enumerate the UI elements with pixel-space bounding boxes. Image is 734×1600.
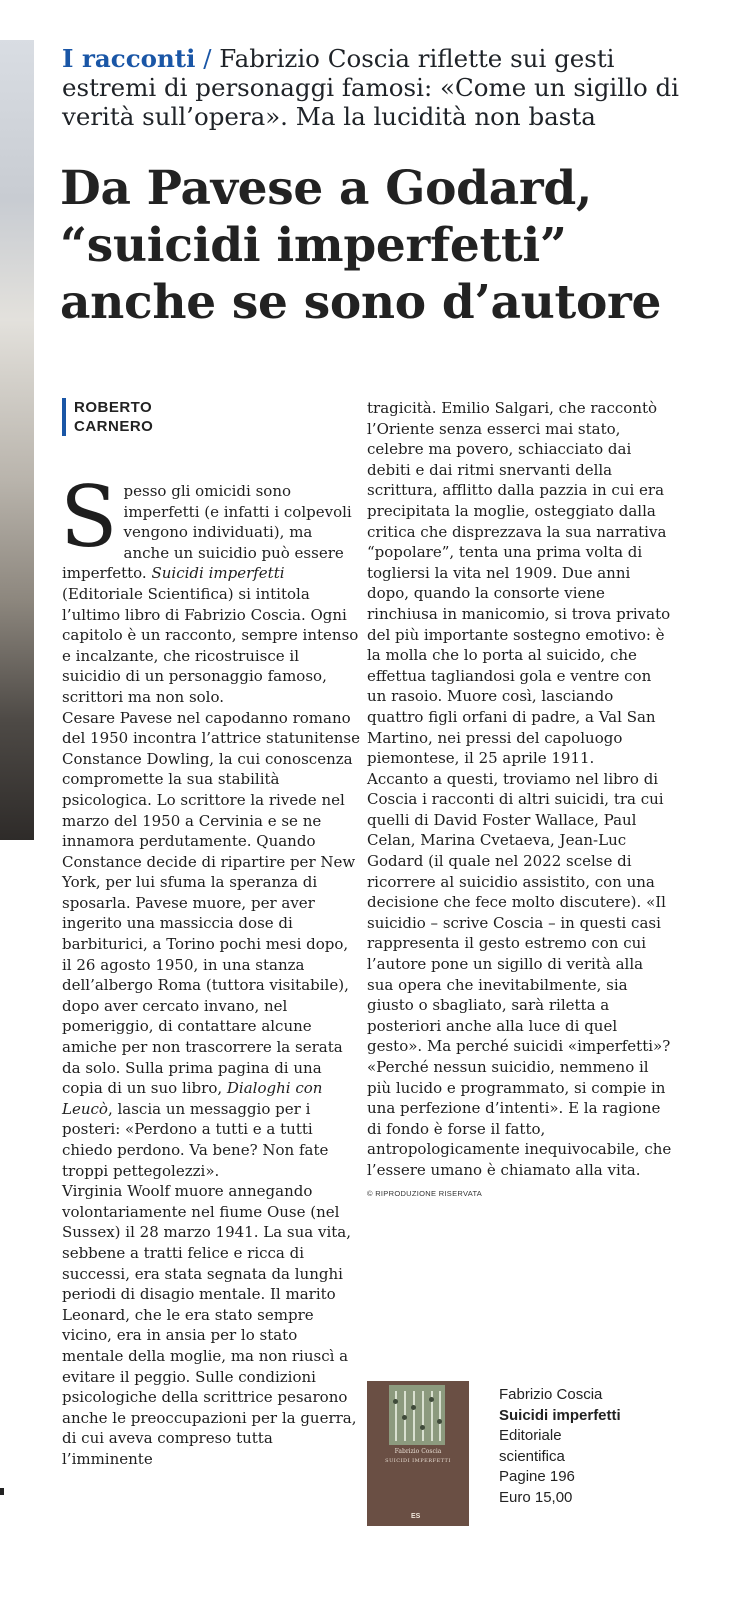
section-tag: I racconti	[62, 44, 196, 73]
publisher-logo: ES	[411, 1513, 421, 1520]
drop-cap: S	[60, 468, 118, 566]
headline	[60, 160, 720, 331]
headline-line-1: Da Pavese a Godard,	[60, 161, 592, 216]
paragraph-salgari: tragicità. Emilio Salgari, che raccontò l’Oriente senza esserci mai stato, celebre ma povero, schiacciato dai debiti e dai ritmi snervanti della scrittura, afflitto dalla pazzia in cui era precipitata la moglie, osteggiato dalla critica che disprezzava la sua narrativa “popolare”, tenta una prima volta di togliersi la vita nel 1909. Due anni dopo, quando la consorte viene rinchiusa in manicomio, si trova privato del più importante sostegno emotivo: è la molla che lo porta al suicido, che effettua tagliandosi gola e ventre con un rasoio. Muore così, lasciando quattro figli orfani di padre, a Val San Martino, nei pressi del capoluogo piemontese, il 25 aprile 1911.	[367, 399, 671, 768]
section-slash: /	[203, 44, 212, 73]
paragraph-conclusion: Accanto a questi, troviamo nel libro di Coscia i racconti di altri suicidi, tra cui quelli di David Foster Wallace, Paul Celan, Marina Cvetaeva, Jean-Luc Godard (il quale nel 2022 scelse di ricorrere al suicidio assistito, con una decisione che fece molto discutere). «Il suicidio – scrive Coscia – in questi casi rappresenta il gesto estremo con cui l’autore pone un sigillo di verità alla sua opera che inevitabilmente, sia giusto o sbagliato, sarà riletta a posteriori anche alla luce di quel gesto». Ma perché suicidi «imperfetti»? «Perché nessun suicidio, nemmeno il più lucido e programmato, si compie in una perfezione d’intenti». E la ragione di fondo è forse il fatto, antropologicamente inequivocabile, che l’essere umano è chiamato alla vita.	[367, 769, 672, 1179]
paragraph-intro-text-2: (Editoriale Scientifica) si intitola l’ultimo libro di Fabrizio Coscia. Ogni capitolo è un racconto, sempre intenso e incalzante, che ricostruisce il suicidio di un personaggio famoso, scrittori ma non solo.	[62, 584, 359, 706]
paragraph-pavese-text: Cesare Pavese nel capodanno romano del 1950 incontra l’attrice statunitense Constance Dowling, la cui conoscenza compromette la sua stabilità psicologica. Lo scrittore la rivede nel marzo del 1950 a Cervinia e se ne innamora perdutamente. Quando Constance decide di ripartire per New York, per lui sfuma la speranza di sposarla. Pavese muore, per aver ingerito una massiccia dose di barbiturici, a Torino pochi mesi dopo, il 26 agosto 1950, in una stanza dell’albergo Roma (tuttora visitabile), dopo aver cercato invano, nel pomeriggio, di contattare alcune amiche per non trascorrere la serata da solo. Sulla prima pagina di una copia di un suo libro,	[62, 708, 360, 1098]
copyright-notice: © RIPRODUZIONE RISERVATA	[367, 1188, 483, 1198]
byline-last-name: CARNERO	[74, 418, 154, 435]
paragraph-intro-text: pesso gli omicidi sono imperfetti (e infatti i colpevoli vengono individuati), ma anche un suicidio può essere imperfetto.	[62, 482, 352, 583]
book-author: Fabrizio Coscia	[499, 1386, 603, 1403]
adjacent-page-mark	[0, 1488, 4, 1495]
book-publisher-2: scientifica	[499, 1447, 565, 1465]
paragraph-pavese	[62, 708, 362, 1182]
book-info	[499, 1385, 719, 1509]
book-cover-image	[367, 1381, 469, 1526]
byline	[62, 398, 153, 436]
paragraph-pavese-text-2: , lascia un messaggio per i posteri: «Perdono a tutti e a tutti chiedo perdono. Va bene? Non fate troppi pettegolezzi».	[62, 1099, 329, 1180]
cover-title: SUICIDI IMPERFETTI	[385, 1458, 451, 1464]
article-column-right	[367, 398, 672, 1199]
book-price: Euro 15,00	[499, 1488, 573, 1506]
book-title: Suicidi imperfetti	[499, 1406, 621, 1424]
kicker-text: Fabrizio Coscia riflette sui gesti estremi di personaggi famosi: «Come un sigillo di verità sull’opera». Ma la lucidità non basta	[62, 44, 679, 131]
book-title-italic: Suicidi imperfetti	[151, 564, 285, 583]
kicker	[62, 44, 712, 131]
headline-line-2: “suicidi imperfetti”	[60, 218, 567, 273]
paragraph-woolf: Virginia Woolf muore annegando volontariamente nel fiume Ouse (nel Sussex) il 28 marzo 1941. La sua vita, sebbene a tratti felice e ricca di successi, era stata segnata da lunghi periodi di disagio mentale. Il marito Leonard, che le era stato sempre vicino, era in ansia per lo stato mentale della moglie, ma non riuscì a evitare il peggio. Sulle condizioni psicologiche della scrittrice pesarono anche le preoccupazioni per la guerra, di cui aveva compreso tutta l’imminente	[62, 1182, 357, 1468]
cover-artwork	[389, 1385, 445, 1445]
paragraph-intro	[60, 468, 362, 708]
headline-line-3: anche se sono d’autore	[60, 275, 662, 330]
book-publisher-1: Editoriale	[499, 1427, 562, 1445]
pavese-book-italic: Dialoghi con Leucò	[62, 1079, 323, 1118]
book-pages: Pagine 196	[499, 1468, 575, 1486]
adjacent-page-photo	[0, 40, 37, 840]
article-column-left	[60, 468, 362, 1470]
cover-author: Fabrizio Coscia	[394, 1448, 442, 1455]
byline-first-name: ROBERTO	[74, 399, 153, 416]
